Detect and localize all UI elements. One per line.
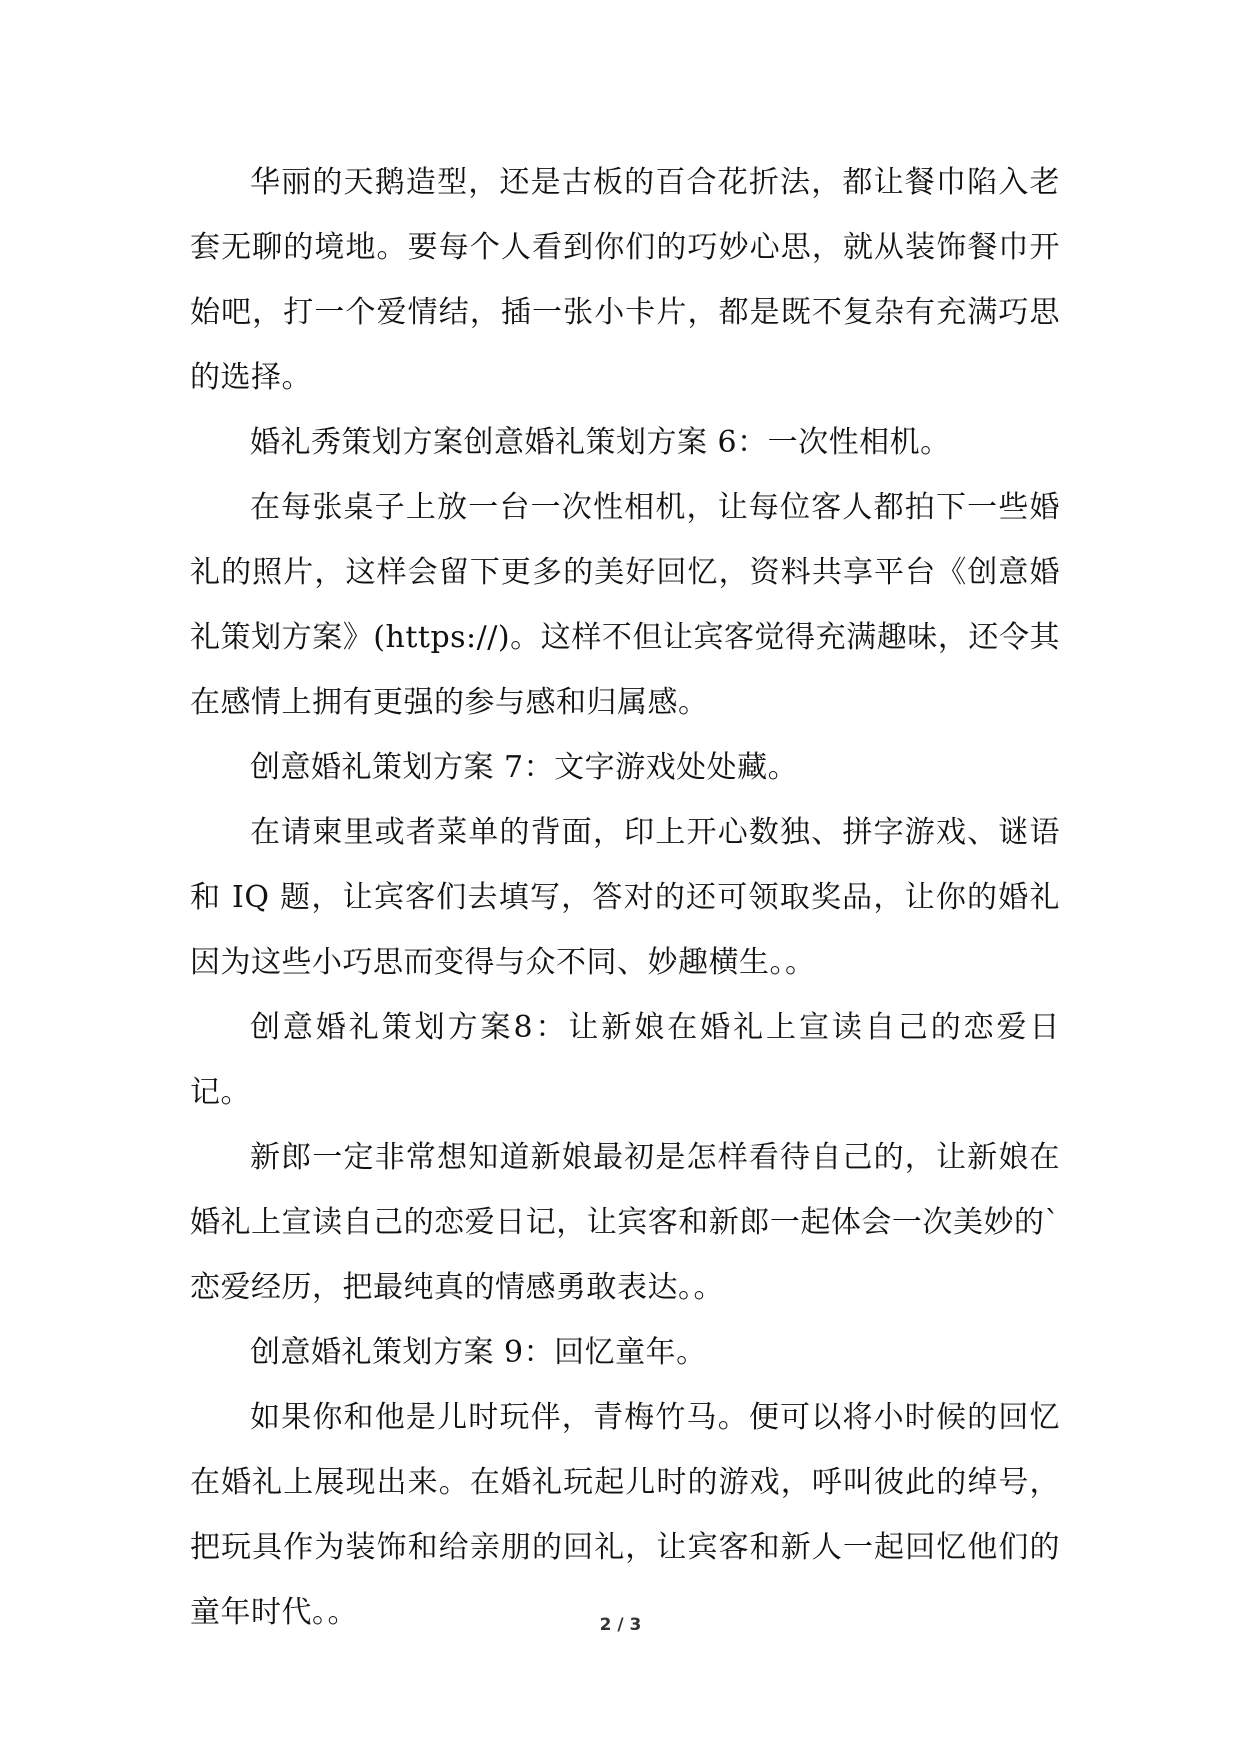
paragraph-childhood-memories: 如果你和他是儿时玩伴，青梅竹马。便可以将小时候的回忆在婚礼上展现出来。在婚礼玩起儿时的游戏，呼叫彼此的绰号，把玩具作为装饰和给亲朋的回礼，让宾客和新人一起回忆他们的童年时代。。 (190, 1400, 1060, 1630)
paragraph-heading-plan-7: 创意婚礼策划方案 7：文字游戏处处藏。 (250, 750, 799, 785)
document-body (190, 150, 1060, 1645)
paragraph-word-games: 在请柬里或者菜单的背面，印上开心数独、拼字游戏、谜语和 IQ 题，让宾客们去填写，答对的还可领取奖品，让你的婚礼因为这些小巧思而变得与众不同、妙趣横生。。 (190, 815, 1060, 980)
paragraph-heading-plan-8: 创意婚礼策划方案8：让新娘在婚礼上宣读自己的恋爱日记。 (190, 1010, 1060, 1110)
paragraph-heading-plan-6: 婚礼秀策划方案创意婚礼策划方案 6：一次性相机。 (250, 425, 951, 460)
paragraph-disposable-camera: 在每张桌子上放一台一次性相机，让每位客人都拍下一些婚礼的照片，这样会留下更多的美好回忆，资料共享平台《创意婚礼策划方案》(https://)。这样不但让宾客觉得充满趣味，还令其在感情上拥有更强的参与感和归属感。 (190, 490, 1060, 720)
page-number: 2 / 3 (599, 1615, 642, 1635)
paragraph-love-diary: 新郎一定非常想知道新娘最初是怎样看待自己的，让新娘在婚礼上宣读自己的恋爱日记，让宾客和新郎一起体会一次美妙的`恋爱经历，把最纯真的情感勇敢表达。。 (190, 1140, 1060, 1305)
paragraph-napkin-decoration: 华丽的天鹅造型，还是古板的百合花折法，都让餐巾陷入老套无聊的境地。要每个人看到你们的巧妙心思，就从装饰餐巾开始吧，打一个爱情结，插一张小卡片，都是既不复杂有充满巧思的选择。 (190, 165, 1060, 395)
paragraph-heading-plan-9: 创意婚礼策划方案 9：回忆童年。 (250, 1335, 707, 1370)
